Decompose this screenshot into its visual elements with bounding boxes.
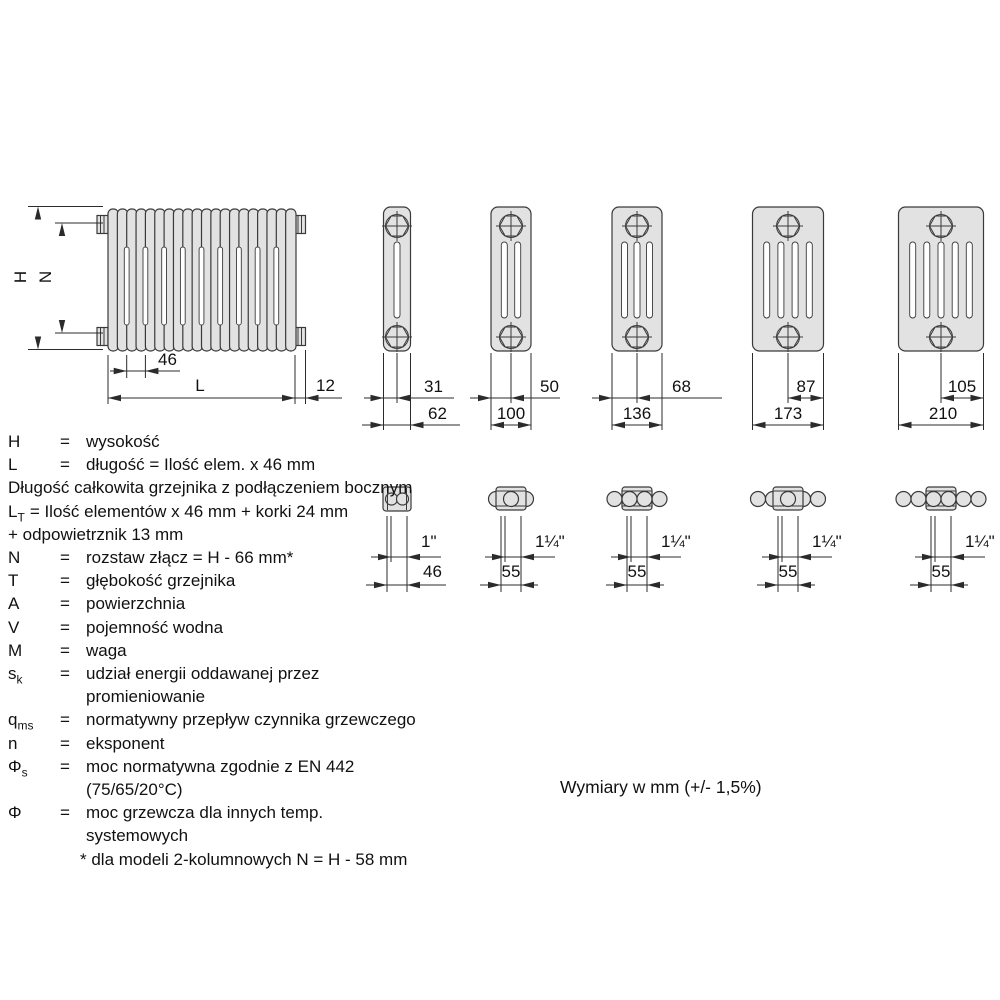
connection-pitch-value: 46: [423, 562, 442, 581]
section-5col: [753, 207, 824, 430]
legend-row-M: [8, 639, 428, 662]
legend-row-L: [8, 453, 428, 476]
symbol: T: [8, 571, 19, 591]
half-depth-value: 105: [947, 377, 977, 396]
definition: długość = Ilość elem. x 46 mm: [86, 455, 316, 475]
equals-sign: =: [60, 756, 70, 776]
legend-row-phi: [8, 801, 428, 847]
height-label: H: [11, 270, 30, 284]
half-depth-value: 50: [540, 377, 559, 396]
definition: normatywny przepływ czynnika grzewczego: [86, 710, 416, 730]
symbol: A: [8, 594, 20, 614]
equals-sign: =: [60, 594, 70, 614]
definition: = Ilość elementów x 46 mm + korki 24 mm: [29, 501, 349, 521]
connection-pitch-value: 55: [931, 562, 951, 581]
length-dimensions: [108, 350, 342, 404]
length-value: L: [195, 376, 205, 395]
symbol: V: [8, 617, 20, 637]
equals-sign: =: [60, 432, 70, 451]
dimensions-note: Wymiary w mm (+/- 1,5%): [560, 777, 762, 797]
legend-row-N: [8, 546, 428, 569]
definition: wysokość: [86, 432, 160, 451]
half-depth-value: 68: [672, 377, 691, 396]
element-pitch-value: 46: [158, 350, 177, 369]
legend-row-T: [8, 569, 428, 592]
section-2col: [362, 207, 460, 430]
legend-footnote: [8, 848, 428, 871]
footnote-text: * dla modeli 2-kolumnowych N = H - 58 mm: [80, 849, 408, 869]
legend-row-sk: [8, 662, 428, 708]
equals-sign: =: [60, 710, 70, 730]
definition: + odpowietrznik 13 mm: [8, 524, 184, 544]
definition: udział energii oddawanej przez promieniowanie: [86, 664, 320, 707]
legend: [8, 430, 428, 871]
topview-4col: [606, 487, 691, 592]
section-3col: [470, 207, 560, 430]
depth-value: 100: [496, 404, 526, 423]
symbol: M: [8, 640, 23, 660]
connection-pitch-value: 55: [778, 562, 798, 581]
definition: moc normatywna zgodnie z EN 442 (75/65/20°C): [86, 756, 355, 800]
equals-sign: =: [60, 664, 70, 684]
depth-value: 173: [773, 404, 803, 423]
definition: waga: [86, 640, 127, 660]
definition: rozstaw złącz = H - 66 mm*: [86, 548, 294, 568]
connection-pitch-value: 55: [501, 562, 521, 581]
topview-5col: [751, 487, 842, 592]
side-extension-value: 12: [316, 376, 335, 395]
connection-pitch-value: 55: [627, 562, 647, 581]
definition: eksponent: [86, 733, 165, 753]
depth-value: 136: [622, 404, 652, 423]
definition: powierzchnia: [86, 594, 186, 614]
symbol: $L_T$: [8, 501, 25, 524]
equals-sign: =: [60, 571, 70, 591]
legend-row-LT: [8, 500, 428, 523]
symbol: N: [8, 548, 21, 568]
half-depth-value: 31: [424, 377, 443, 396]
definition: głębokość grzejnika: [86, 571, 236, 591]
node-spacing-label: N: [36, 270, 55, 284]
thread-size-value: 1": [421, 532, 437, 551]
legend-row-V: [8, 616, 428, 639]
legend-row-A: [8, 592, 428, 615]
height-dimensions: [11, 207, 103, 350]
symbol: $s_k$: [8, 664, 23, 687]
equals-sign: =: [60, 640, 70, 660]
thread-size-value: 1¼": [812, 532, 842, 551]
thread-size-value: 1¼": [535, 532, 565, 551]
legend-row-n: [8, 732, 428, 755]
section-6col: [899, 207, 984, 430]
topview-3col: [480, 487, 565, 592]
symbol: H: [8, 432, 21, 451]
front-view-radiator: [97, 209, 306, 351]
definition: moc grzewcza dla innych temp. systemowych: [86, 803, 324, 846]
depth-value: 210: [928, 404, 958, 423]
symbol: L: [8, 455, 18, 475]
equals-sign: =: [60, 617, 70, 637]
legend-row-phi-s: [8, 755, 428, 801]
legend-row-air-vent: [8, 523, 428, 546]
side-connector-icon: [97, 328, 108, 346]
depth-value: 62: [428, 404, 447, 423]
definition: Długość całkowita grzejnika z podłączeniem bocznym: [8, 478, 413, 498]
symbol: $q_{ms}$: [8, 710, 34, 733]
section-4col: [592, 207, 722, 430]
half-depth-value: 87: [796, 377, 816, 396]
legend-row-total-length: [8, 476, 428, 499]
topview-6col: [896, 487, 995, 592]
thread-size-value: 1¼": [965, 532, 995, 551]
equals-sign: =: [60, 733, 70, 753]
legend-row-H: [8, 430, 428, 453]
definition: pojemność wodna: [86, 617, 224, 637]
equals-sign: =: [60, 548, 70, 568]
equals-sign: =: [60, 455, 70, 475]
symbol: n: [8, 733, 18, 753]
symbol: Φ: [8, 803, 22, 823]
symbol: $\Phi_s$: [8, 756, 28, 780]
thread-size-value: 1¼": [661, 532, 691, 551]
side-connector-icon: [97, 216, 108, 234]
legend-row-qms: [8, 708, 428, 731]
equals-sign: =: [60, 803, 70, 823]
